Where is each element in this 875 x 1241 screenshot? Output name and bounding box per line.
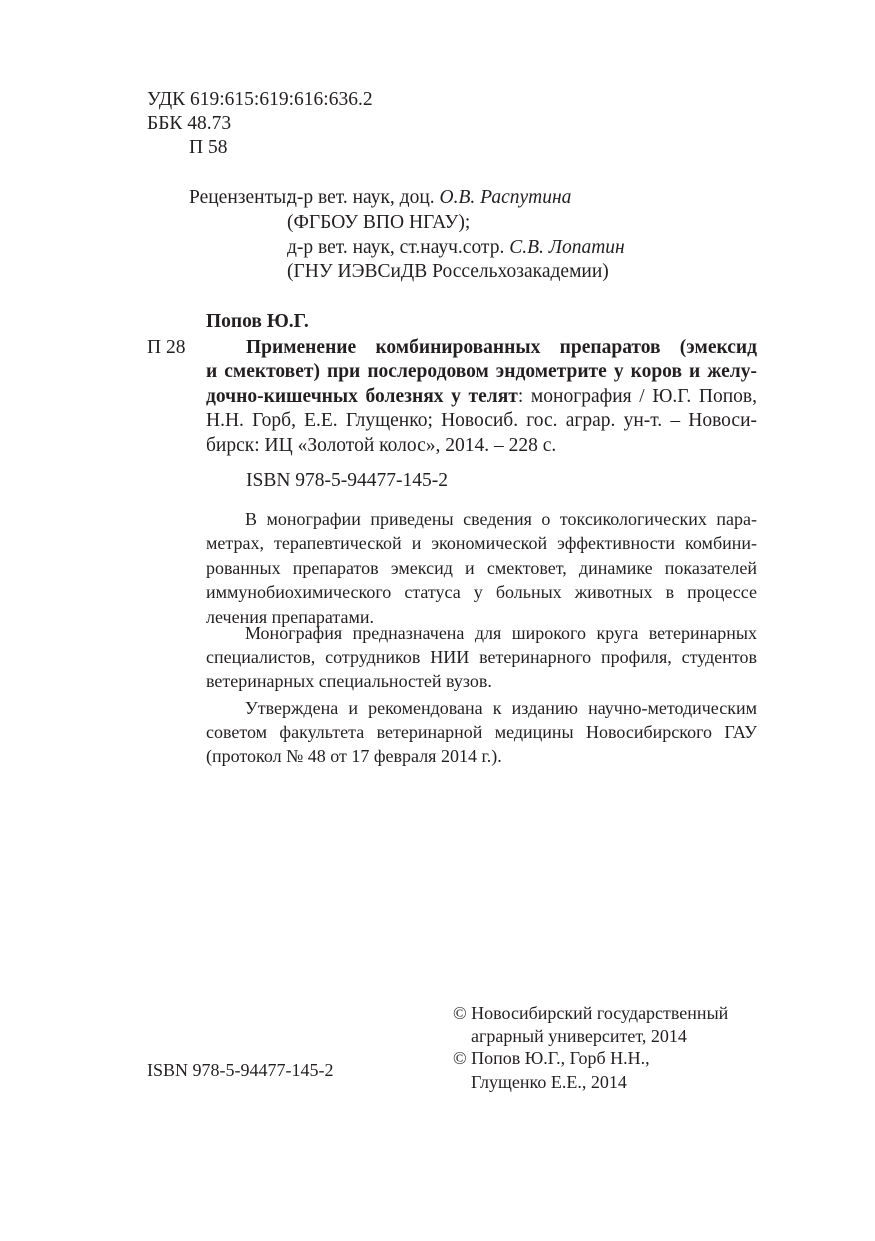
bbk: ББК 48.73 (147, 113, 232, 134)
title-line-3: дочно-кишечных болезнях у телят: монография / Ю.Г. Попов, (206, 386, 757, 407)
copyright-line: © Попов Ю.Г., Горб Н.Н., (453, 1048, 650, 1068)
abstract-line: Утверждена и рекомендована к изданию научно-методическим (245, 698, 757, 718)
abstract-line: ветеринарных специальностей вузов. (206, 671, 492, 691)
reviewer-2-org: (ГНУ ИЭВСиДВ Россельхозакадемии) (287, 261, 609, 282)
reviewer-1-org: (ФГБОУ ВПО НГАУ); (287, 212, 471, 233)
title-line-2: и смектовет) при послеродовом эндометрите у коров и желу- (206, 361, 757, 382)
abstract-line: советом факультета ветеринарной медицины Новосибирского ГАУ (206, 722, 757, 742)
abstract-line: рованных препаратов эмексид и смектовет, динамике показателей (206, 558, 757, 578)
author-mark: П 58 (189, 137, 228, 158)
abstract-line: иммунобиохимического статуса у больных животных в процессе (206, 582, 757, 602)
record-mark: П 28 (147, 337, 186, 358)
record-isbn: ISBN 978-5-94477-145-2 (246, 470, 449, 491)
title-line-1: Применение комбинированных препаратов (эмексид (246, 337, 757, 358)
copyright-line: © Новосибирский государственный (453, 1003, 729, 1023)
footer-isbn: ISBN 978-5-94477-145-2 (147, 1060, 334, 1080)
reviewer-2: д-р вет. наук, ст.науч.сотр. С.В. Лопатин (287, 237, 625, 258)
reviewer-1: д-р вет. наук, доц. О.В. Распутина (287, 187, 572, 208)
abstract-line: метрах, терапевтической и экономической эффективности комбини- (206, 533, 757, 553)
record-line-5: бирск: ИЦ «Золотой колос», 2014. – 228 с. (206, 435, 557, 456)
udk: УДК 619:615:619:616:636.2 (147, 89, 373, 110)
copyright-line: Глущенко Е.Е., 2014 (471, 1072, 627, 1092)
copyright-line: аграрный университет, 2014 (471, 1026, 687, 1046)
abstract-line: В монографии приведены сведения о токсикологических пара- (245, 509, 757, 529)
abstract-line: (протокол № 48 от 17 февраля 2014 г.). (206, 746, 502, 766)
record-author: Попов Ю.Г. (206, 311, 309, 332)
abstract-line: лечения препаратами. (206, 607, 374, 627)
abstract-line: специалистов, сотрудников НИИ ветеринарного профиля, студентов (206, 647, 757, 667)
reviewers-label: Рецензенты: (189, 187, 292, 208)
record-line-4: Н.Н. Горб, Е.Е. Глущенко; Новосиб. гос. аграр. ун-т. – Новоси- (206, 410, 757, 431)
abstract-line: Монография предназначена для широкого круга ветеринарных (245, 623, 757, 643)
